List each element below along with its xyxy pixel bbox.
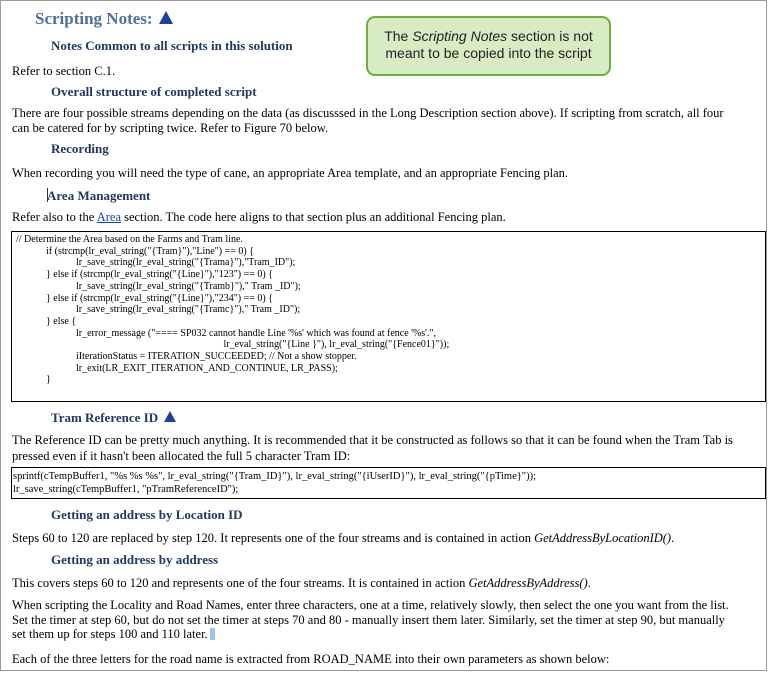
code-line: if (strcmp(lr_eval_string("{Tram}"),"Line") == 0) { [16, 245, 254, 257]
text-address: This covers steps 60 to 120 and represents one of the four streams. It is contained in action GetAddressByAddress(). [12, 576, 591, 590]
code-line: lr_error_message ("==== SP032 cannot handle Line '%s' which was found at fence '%s'.", [16, 327, 437, 339]
text-tram-line2: pressed even if it hasn't been allocated the full 5 character Tram ID: [12, 449, 351, 463]
text-structure-line1: There are four possible streams depending on the data (as discusssed in the Long Description section above). If scripting from scratch, all four [12, 106, 724, 120]
back-to-top-arrow-icon[interactable] [164, 411, 176, 422]
code-line: lr_save_string(lr_eval_string("{Tramb}")," Tram _ID"); [16, 280, 301, 292]
text-area: Refer also to the Area section. The code here aligns to that section plus an additional Fencing plan. [12, 210, 506, 224]
code-line: lr_save_string(lr_eval_string("{Tramc}")," Tram _ID"); [16, 304, 301, 316]
text-tram-line1: The Reference ID can be pretty much anything. It is recommended that it be constructed as follows so that it can be found when the Tram Tab is [12, 433, 733, 447]
text-location: Steps 60 to 120 are replaced by step 120. It represents one of the four streams and is contained in action GetAddressByLocationID(). [12, 531, 675, 545]
text-road-name: Each of the three letters for the road name is extracted from ROAD_NAME into their own parameters as shown below: [12, 652, 610, 666]
code-line: iIterationStatus = ITERATION_SUCCEEDED; // Not a show stopper. [16, 351, 357, 363]
code-block-area [11, 231, 766, 402]
code-line: lr_eval_string("{Line }"), lr_eval_string("{Fence01}")); [16, 339, 450, 351]
area-link[interactable]: Area [96, 210, 121, 224]
scripting-notes-callout: The Scripting Notes section is not meant to be copied into the script [366, 16, 611, 76]
code-line: lr_exit(LR_EXIT_ITERATION_AND_CONTINUE, LR_PASS); [16, 362, 338, 374]
heading-overall-structure: Overall structure of completed script [51, 84, 257, 99]
heading-tram-reference: Tram Reference ID [51, 410, 176, 426]
heading-location-id: Getting an address by Location ID [51, 507, 243, 522]
code-line: lr_save_string(cTempBuffer1, "pTramReferenceID"); [13, 484, 239, 495]
code-line: } [16, 374, 51, 386]
text-locality: When scripting the Locality and Road Names, enter three characters, one at a time, relatively slowly, then select the one you want from the list. Set the timer at step 60, but do not set the timer at steps 70 and 80 - manually insert them later. Similarly, set the timer at step 90, but manually set them up for steps 100 and 110 later. [12, 598, 729, 641]
code-block-tram [11, 467, 766, 499]
code-line: // Determine the Area based on the Farms and Tram line. [16, 234, 243, 245]
text-structure-line2: can be catered for by scripting twice. Refer to Figure 70 below. [12, 121, 329, 135]
heading-notes-common: Notes Common to all scripts in this solution [51, 38, 293, 53]
code-line: lr_save_string(lr_eval_string("{Trama}"),"Tram_ID"); [16, 257, 296, 269]
text-refer-section: Refer to section C.1. [12, 64, 116, 78]
code-line: } else if (strcmp(lr_eval_string("{Line}"),"234") == 0) { [16, 292, 274, 304]
heading-address: Getting an address by address [51, 552, 219, 567]
code-line: } else if (strcmp(lr_eval_string("{Line}"),"123") == 0) { [16, 269, 274, 281]
text-recording: When recording you will need the type of cane, an appropriate Area template, and an appropriate Fencing plan. [12, 166, 569, 180]
code-line: sprintf(cTempBuffer1, "%s %s %s", lr_eval_string("{Tram_ID}"), lr_eval_string("{iUserID}"), lr_eval_string("{pTime}")); [13, 471, 536, 482]
page-heading: Scripting Notes: [35, 9, 173, 29]
heading-area-management: Area Management [47, 188, 151, 203]
heading-recording: Recording [51, 141, 109, 156]
code-line: } else { [16, 315, 77, 327]
selection-cursor [210, 628, 215, 640]
back-to-top-arrow-icon[interactable] [159, 11, 173, 24]
